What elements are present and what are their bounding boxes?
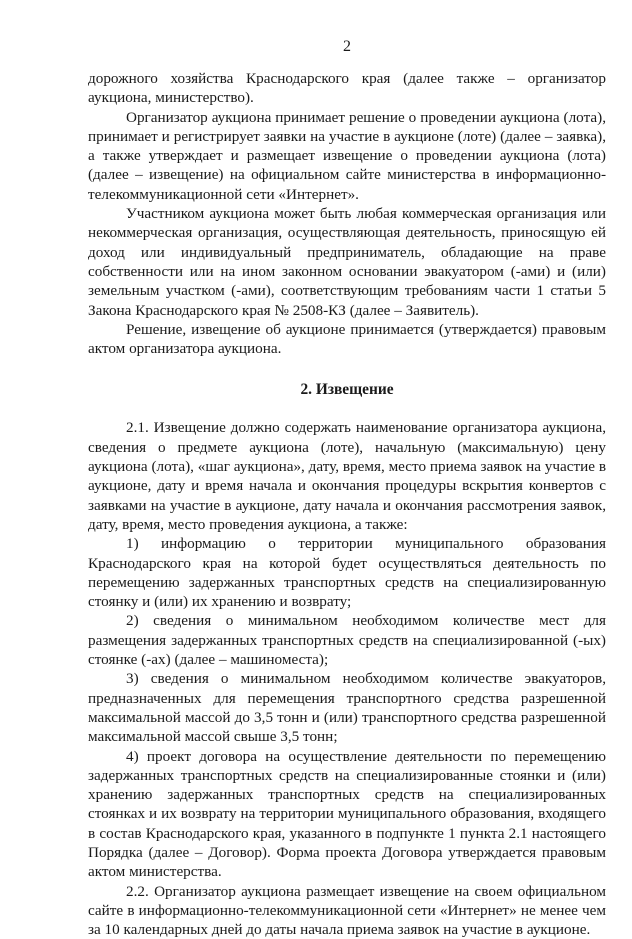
- paragraph-continuation: дорожного хозяйства Краснодарского края (далее также – организатор аукциона, министерство).: [88, 70, 606, 107]
- paragraph-2-1: 2.1. Извещение должно содержать наименование организатора аукциона, сведения о предмете аукциона (лоте), начальную (максимальную) цену аукциона (лота), «шаг аукциона», дату, время, место приема заявок на участие в аукционе, дату и время начала и окончания процедуры вскрытия конвертов с заявками на участие в аукционе, дату начала и окончания рассмотрения заявок, дату, время, место проведения аукциона, а также:: [88, 419, 606, 533]
- list-item-2: 2) сведения о минимальном необходимом количестве мест для размещения задержанных транспортных средств на специализированной (-ых) стоянке (-ах) (далее – машиноместа);: [88, 612, 606, 669]
- list-item-1: 1) информацию о территории муниципального образования Краснодарского края на которой будет осуществляться деятельность по перемещению задержанных транспортных средств на специализированную стоянку и (или) их хранению и возврату;: [88, 535, 606, 611]
- paragraph-organizer-decision: Организатор аукциона принимает решение о проведении аукциона (лота), принимает и регистрирует заявки на участие в аукционе (лоте) (далее – заявка), а также утверждает и размещает извещение о проведении аукциона (лота) (далее – извещение) на официальном сайте министерства в информационно-телекоммуникационной сети «Интернет».: [88, 108, 606, 203]
- paragraph-legal-act: Решение, извещение об аукционе принимается (утверждается) правовым актом организатора аукциона.: [88, 320, 606, 358]
- page-number: 2: [343, 38, 351, 55]
- section-heading: 2. Извещение: [300, 381, 394, 399]
- paragraph-2-2: 2.2. Организатор аукциона размещает извещение на своем официальном сайте в информационно-телекоммуникационной сети «Интернет» не менее чем за 10 календарных дней до даты начала приема заявок на участие в аукционе.: [88, 882, 606, 939]
- document-body: [88, 69, 606, 939]
- paragraph-participants: Участником аукциона может быть любая коммерческая организация или некоммерческая организация, осуществляющая деятельность, приносящую ей доход или индивидуальный предприниматель, обладающие на праве собственности или на ином законном основании эвакуатором (-ами) и (или) земельным участком (-ами), соответствующим требованиям части 1 статьи 5 Закона Краснодарского края № 2508-КЗ (далее – Заявитель).: [88, 205, 606, 319]
- list-item-4: 4) проект договора на осуществление деятельности по перемещению задержанных транспортных средств на специализированные стоянки и (или) хранению задержанных транспортных средств на специализированных стоянках и их возврату на территории муниципального образования, входящего в состав Краснодарского края, указанного в подпункте 1 пункта 2.1 настоящего Порядка (далее – Договор). Форма проекта Договора утверждается правовым актом министерства.: [88, 747, 606, 881]
- list-item-3: 3) сведения о минимальном необходимом количестве эвакуаторов, предназначенных для перемещения транспортного средства разрешенной максимальной массой до 3,5 тонн и (или) транспортного средства разрешенной максимальной массой свыше 3,5 тонн;: [88, 670, 606, 746]
